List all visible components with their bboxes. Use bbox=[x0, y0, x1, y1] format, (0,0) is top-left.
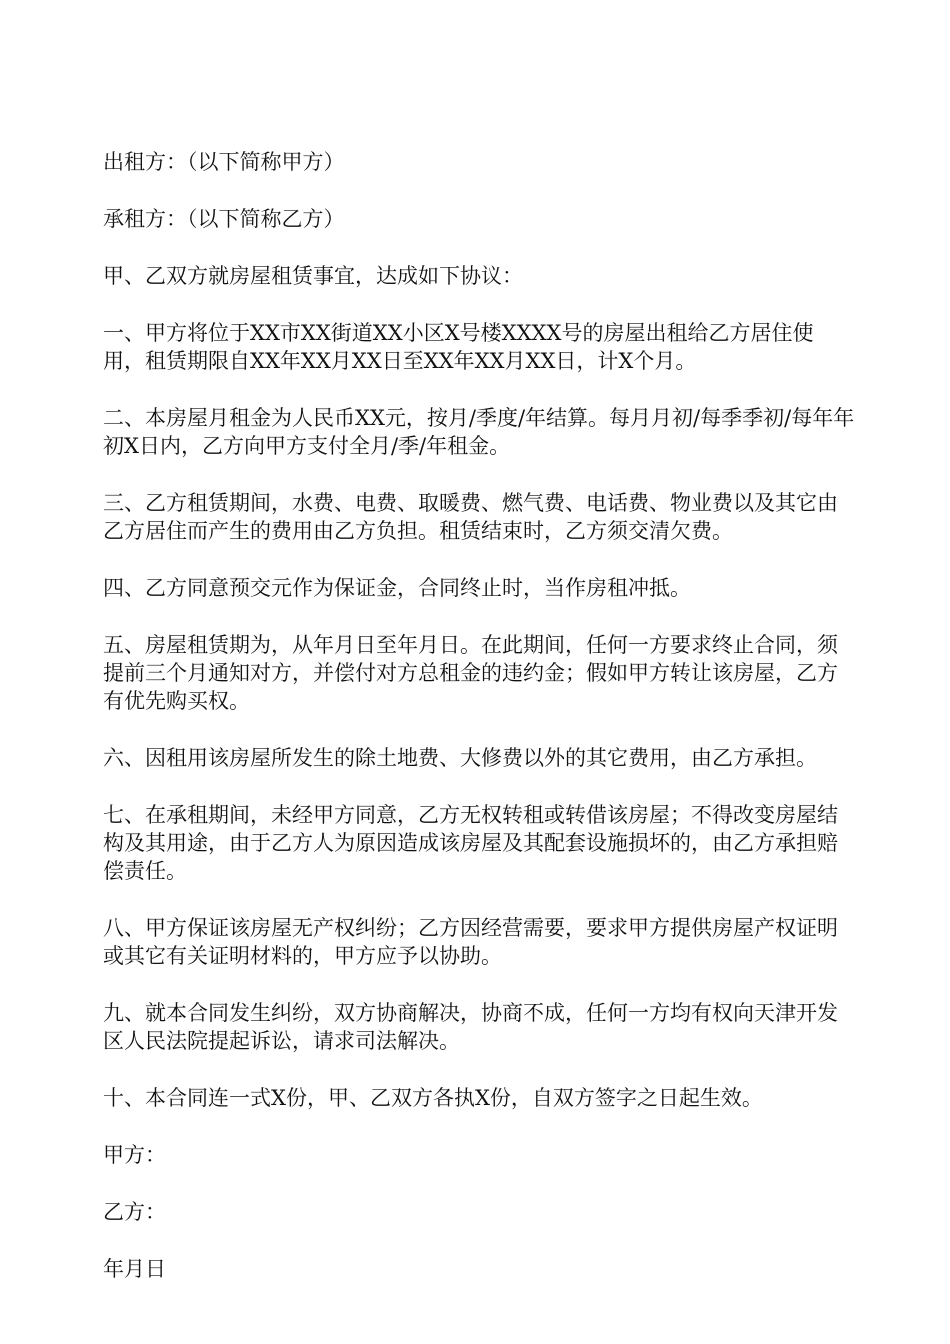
party-b-signature-line: 乙方： bbox=[103, 1200, 166, 1224]
contract-document bbox=[103, 148, 855, 1312]
clause-4: 四、乙方同意预交元作为保证金，合同终止时，当作房租冲抵。 bbox=[103, 576, 691, 600]
clause-10: 十、本合同连一式X份，甲、乙双方各执X份，自双方签字之日起生效。 bbox=[103, 1086, 763, 1110]
clause-8: 八、甲方保证该房屋无产权纠纷；乙方因经营需要，要求甲方提供房屋产权证明或其它有关证明材料的，甲方应予以协助。 bbox=[103, 916, 838, 968]
agreement-intro: 甲、乙双方就房屋租赁事宜，达成如下协议： bbox=[103, 264, 523, 288]
lessor-line: 出租方：（以下简称甲方） bbox=[103, 150, 345, 174]
clause-7: 七、在承租期间，未经甲方同意，乙方无权转租或转借该房屋；不得改变房屋结构及其用途，由于乙方人为原因造成该房屋及其配套设施损坏的，由乙方承担赔偿责任。 bbox=[103, 803, 838, 883]
clause-5: 五、房屋租赁期为，从年月日至年月日。在此期间，任何一方要求终止合同，须提前三个月通知对方，并偿付对方总租金的违约金；假如甲方转让该房屋，乙方有优先购买权。 bbox=[103, 633, 838, 713]
clause-2: 二、本房屋月租金为人民币XX元，按月/季度/年结算。每月月初/每季季初/每年年初X日内，乙方向甲方支付全月/季/年租金。 bbox=[103, 406, 855, 458]
clause-6: 六、因租用该房屋所发生的除土地费、大修费以外的其它费用，由乙方承担。 bbox=[103, 746, 817, 770]
date-line: 年月日 bbox=[103, 1257, 166, 1281]
party-a-signature-line: 甲方： bbox=[103, 1143, 166, 1167]
lessee-line: 承租方：（以下简称乙方） bbox=[103, 207, 345, 231]
clause-3: 三、乙方租赁期间，水费、电费、取暖费、燃气费、电话费、物业费以及其它由乙方居住而产生的费用由乙方负担。租赁结束时，乙方须交清欠费。 bbox=[103, 491, 838, 543]
clause-1: 一、甲方将位于XX市XX街道XX小区X号楼XXXX号的房屋出租给乙方居住使用，租赁期限自XX年XX月XX日至XX年XX月XX日，计X个月。 bbox=[103, 321, 814, 373]
clause-9: 九、就本合同发生纠纷，双方协商解决，协商不成，任何一方均有权向天津开发区人民法院提起诉讼，请求司法解决。 bbox=[103, 1001, 838, 1053]
